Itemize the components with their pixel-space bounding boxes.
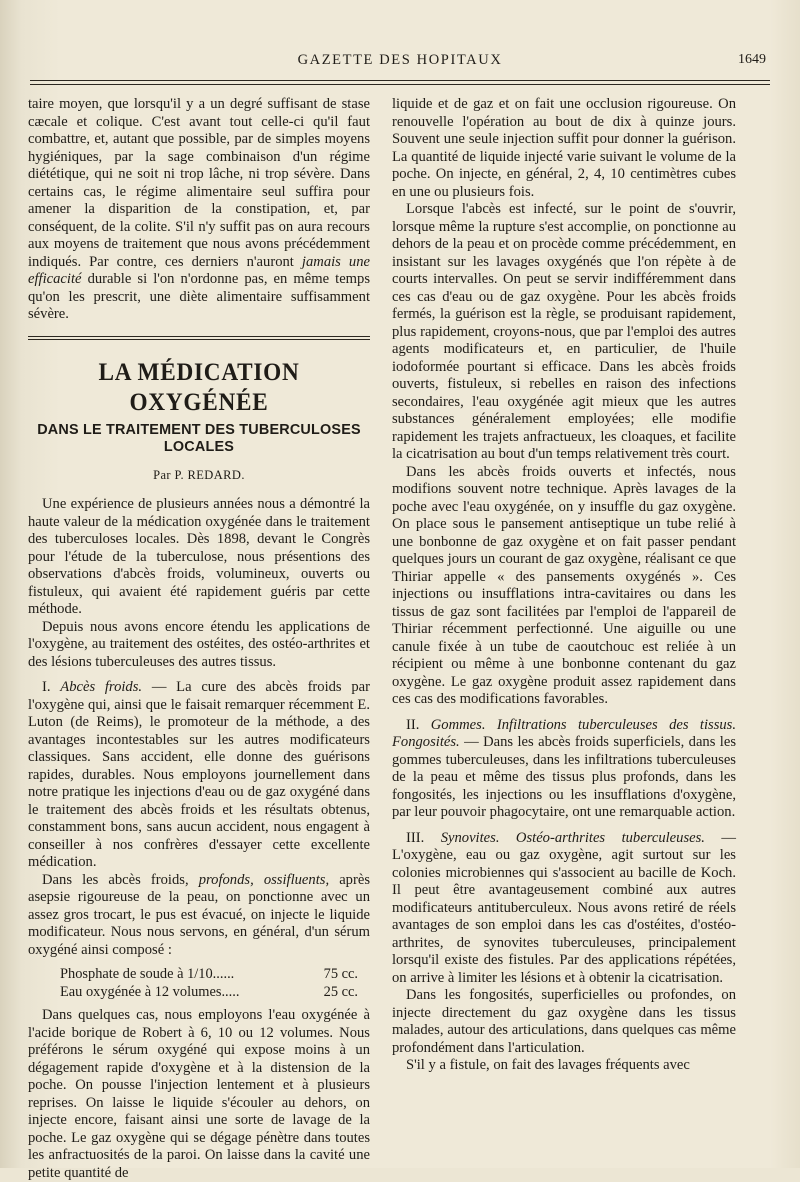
paragraph: Une expérience de plusieurs années nous a démontré la haute valeur de la médication oxygénée dans le traitement des tuberculoses locales. Dès 1898, devant le Congrès pour l'étude de la tuberculose, nous présentions des observations d'abcès froids, volumineux, ouverts ou fistuleux, qui avaient été rapidement guéris par cette méthode. bbox=[28, 496, 370, 617]
formula-row bbox=[28, 983, 370, 1001]
section-synovites: III. Synovites. Ostéo-arthrites tuberculeuses. — L'oxygène, eau ou gaz oxygène, agit surtout sur les colonies microbiennes qui s'associent au bacille de Koch. Il peut être avantageusement combiné aux autres modificateurs antituberculeux. Nous avons retiré de réels avantages de son emploi dans les cas d'ostéites, d'ostéo-arthrites, de synovites tuberculeuses, principalement lorsqu'il existe des fistules. Par des applications répétées, on arrive à limiter les lésions et à obtenir la cicatrisation. bbox=[392, 829, 736, 986]
article-subtitle: DANS LE TRAITEMENT DES TUBERCULOSES LOCALES bbox=[37, 421, 361, 455]
paragraph: Dans quelques cas, nous employons l'eau oxygénée à l'acide borique de Robert à 6, 10 ou 12 volumes. Nous préférons le sérum oxygéné qui expose moins à un dégagement rapide d'oxygène et à la distension de la poche. On pousse l'injection lentement et à plusieurs reprises. On laisse le liquide s'écouler au dehors, on injecte encore, faisant ainsi une sorte de lavage de la poche. Le gaz oxygène qui se dégage pénètre dans toutes les anfractuosités de la paroi. On laisse dans la cavité une petite quantité de bbox=[28, 1007, 370, 1181]
paragraph: S'il y a fistule, on fait des lavages fréquents avec bbox=[406, 1057, 690, 1073]
article-author: Par P. REDARD. bbox=[153, 467, 245, 482]
ingredient: Eau oxygénée à 12 volumes..... bbox=[60, 984, 240, 1000]
formula bbox=[28, 965, 370, 1001]
formula-row bbox=[28, 965, 370, 983]
section-abces-froids: I. Abcès froids. — La cure des abcès froids par l'oxygène qui, ainsi que le faisait remarquer récemment E. Luton (de Reims), le promoteur de la méthode, a des avantages incontestables sur les autres modificateurs classiques. Sans accident, elle donne des guérisons rapides, durables. Nous employons journellement dans notre pratique les injections d'eau ou de gaz oxygéné dans le traitement des abcès froids et les résultats obtenus, constamment bons, sans aucun accident, nous engagent à conseiller à nos confrères d'essayer cette excellente médication. bbox=[28, 679, 371, 870]
paragraph: Lorsque l'abcès est infecté, sur le point de s'ouvrir, lorsque même la rupture s'est accomplie, on ponctionne au dehors de la peau et on procède comme précédemment, en insistant sur les lavages oxygénés que l'on répète à de courts intervalles. On peut se servir indifféremment dans ces cas d'eau ou de gaz oxygène. Pour les abcès froids fermés, la guérison est la règle, se produisant rapidement, plus rapidement, croyons-nous, que par l'emploi des autres agents modificateurs et, en particulier, de l'huile iodoformée pourtant si efficace. Dans les abcès froids ouverts, fistuleux, si rebelles en raison des infections secondaires, l'eau oxygénée agit mieux que les autres substances généralement employées; elle modifie rapidement les trajets anfractueux, les cloaques, et facilite la cicatrisation au bout d'un temps relativement très court. bbox=[392, 201, 736, 462]
section-heading: Abcès froids. bbox=[60, 679, 143, 695]
journal-title: GAZETTE DES HOPITAUX bbox=[297, 52, 503, 68]
paragraph: Dans les abcès froids ouverts et infectés, nous modifions souvent notre technique. Après lavages de la poche avec l'eau oxygénée, on y insuffle du gaz oxygène. On place sous le pansement antiseptique un tube relié à une bonbonne de gaz oxygène et on fait passer pendant quelques jours un courant de gaz oxygène, réalisant ce que Thiriar appelle « des pansements oxygénés ». Ces injections ou insufflations intra-cavitaires ou dans les tissus de gaz sont facilitées par l'emploi de l'appareil de Thiriar récemment perfectionné. Une aiguille ou une canule fixée à un tube de caoutchouc est reliée à un récipient ou même à une bonbonne contenant du gaz oxygène. Le gaz oxygène produit assez rapidement dans ces cas des modifications favorables. bbox=[392, 463, 736, 707]
running-head bbox=[0, 50, 800, 72]
section-heading: Gommes. Infiltrations tuberculeuses des tissus. Fongosités. bbox=[392, 716, 736, 750]
emphasis: profonds, ossifluents, bbox=[198, 871, 330, 888]
paragraph: Depuis nous avons encore étendu les applications de l'oxygène, au traitement des ostéites, des ostéo-arthrites et des lésions tuberculeuses des autres tissus. bbox=[28, 618, 370, 670]
paragraph: Dans les abcès froids, profonds, ossifluents, après asepsie rigoureuse de la peau, on ponctionne avec un assez gros trocart, le pus est évacué, on injecte le liquide modificateur. Nous nous servons, en général, d'un sérum oxygéné ainsi composé : bbox=[28, 871, 370, 958]
header-rule-top bbox=[30, 80, 770, 81]
paragraph: taire moyen, que lorsqu'il y a un degré suffisant de stase cæcale et colique. C'est avant tout celle-ci qu'il faut combattre, et, autant que possible, par de simples moyens hygiéniques, par la sage combinaison d'un régime diététique, qui ne soit ni trop lâche, ni trop sévère. Dans certains cas, le régime alimentaire seul suffira pour amener la disparition de la constipation, et, par conséquent, de la colite. S'il n'y suffit pas on aura recours aux moyens de traitement que nous avons précédemment indiqués. Par contre, ces derniers n'auront jamais une efficacité durable si l'on n'ordonne pas, en même temps qu'on les prescrit, une diète alimentaire suffisamment sévère. bbox=[28, 96, 370, 322]
quantity: 75 cc. bbox=[323, 966, 358, 982]
quantity: 25 cc. bbox=[323, 984, 358, 1000]
right-column bbox=[392, 96, 736, 1075]
article-title: LA MÉDICATION OXYGÉNÉE bbox=[98, 358, 300, 416]
section-heading: Synovites. Ostéo-arthrites tuberculeuses. bbox=[440, 829, 705, 846]
paragraph: Dans les fongosités, superficielles ou profondes, on injecte directement du gaz oxygène dans les tissus malades, autour des articulations, dans quelques cas même profondément dans l'articulation. bbox=[392, 987, 736, 1056]
section-divider bbox=[28, 336, 370, 340]
left-column bbox=[28, 96, 370, 1182]
paragraph: liquide et de gaz et on fait une occlusion rigoureuse. On renouvelle l'opération au bout de dix à quinze jours. Souvent une seule injection suffit pour donner la guérison. La quantité de liquide injecté varie suivant le volume de la poche. On injecte, en général, 2, 4, 10 centimètres cubes en une ou plusieurs fois. bbox=[392, 96, 736, 200]
page-number: 1649 bbox=[738, 52, 766, 67]
ingredient: Phosphate de soude à 1/10...... bbox=[60, 966, 235, 982]
emphasis: jamais une efficacité bbox=[28, 253, 370, 287]
header-rule-bottom bbox=[30, 84, 770, 85]
section-gommes: II. Gommes. Infiltrations tuberculeuses des tissus. Fongosités. — Dans les abcès froids superficiels, dans les gommes tuberculeuses, dans les infiltrations tuberculeuses de la peau et même des tissus plus profonds, dans les fongosités, les injections ou les insufflations d'oxygène, par leur pouvoir phagocytaire, ont une remarquable action. bbox=[392, 716, 737, 820]
